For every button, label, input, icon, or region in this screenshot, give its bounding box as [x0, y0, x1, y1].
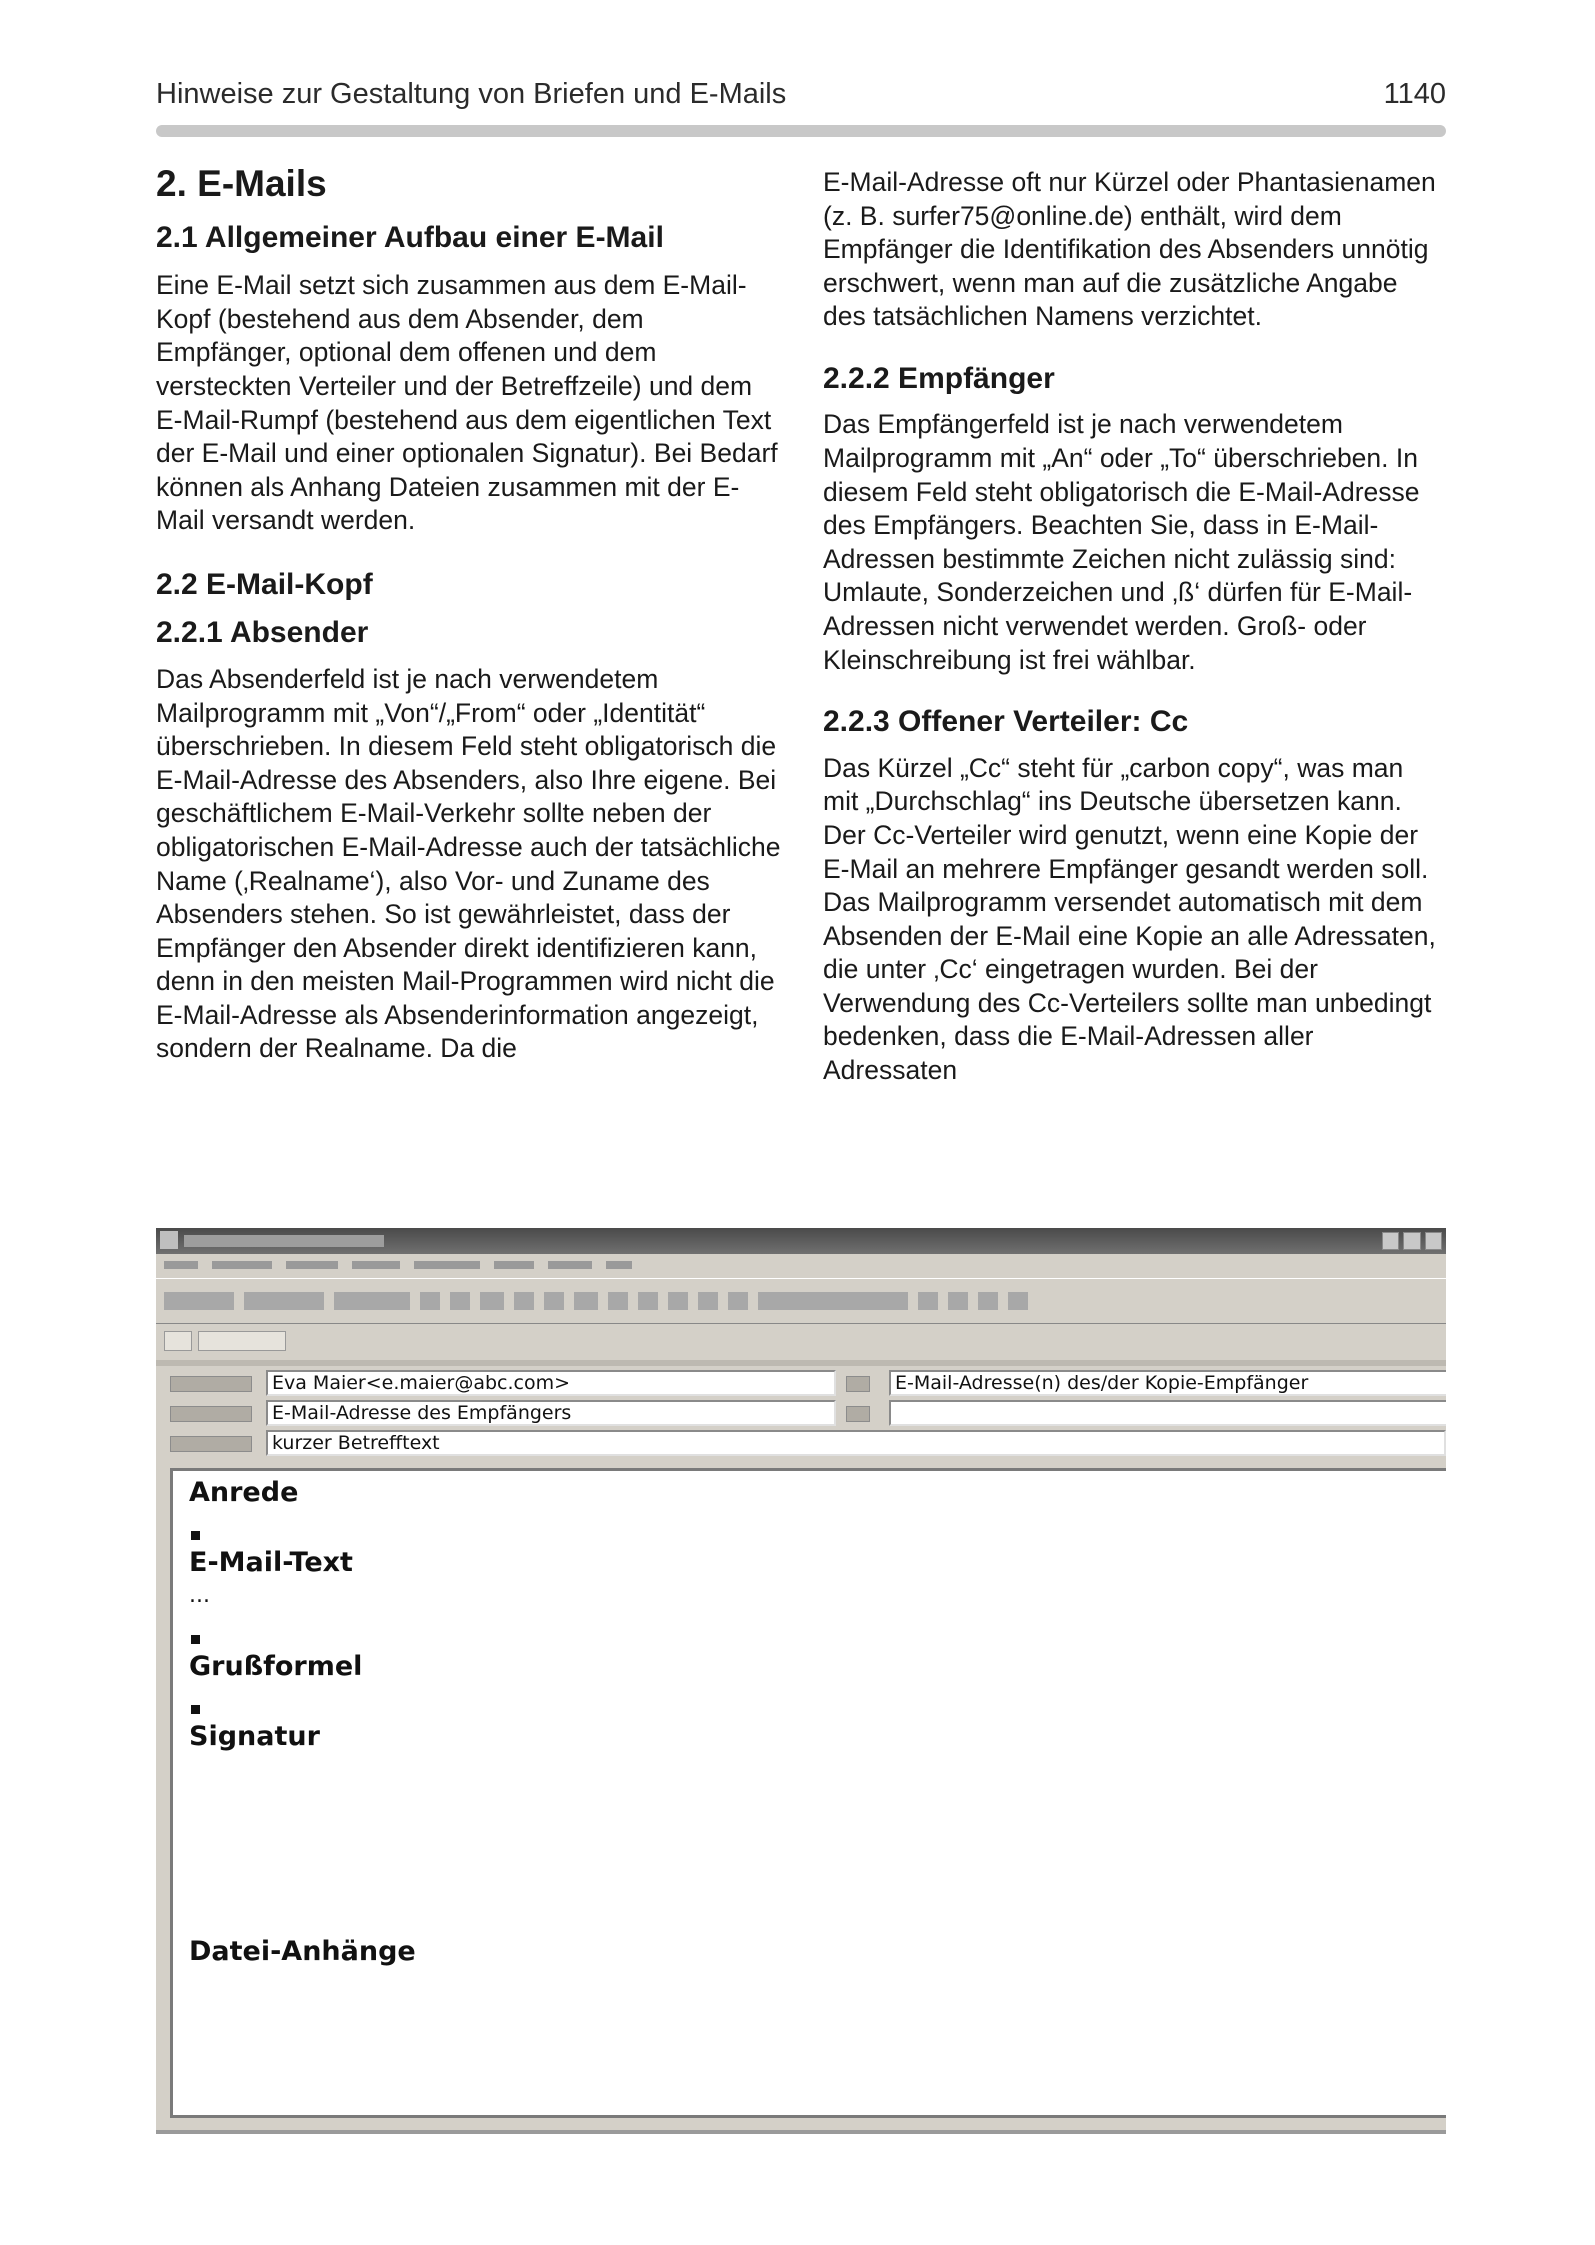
to-field: E-Mail-Adresse des Empfängers: [266, 1400, 836, 1426]
subject-label: [170, 1436, 252, 1452]
body-signatur: Signatur: [189, 1721, 320, 1752]
body-bullet: [191, 1531, 200, 1540]
heading-allgemeiner-aufbau: 2.1 Allgemeiner Aufbau einer E-Mail: [156, 220, 664, 254]
paragraph-absender-continued: E-Mail-Adresse oft nur Kürzel oder Phantasienamen (z. B. surfer75@online.de) enthält, wird dem Empfänger die Identifikation des Absenders unnötig erschwert, wenn man auf die zusätzliche Angabe des tatsächlichen Namens verzichtet.: [823, 167, 1436, 332]
body-datei-anhaenge: Datei-Anhänge: [189, 1936, 416, 1967]
to-label: [170, 1406, 252, 1422]
heading-absender: 2.2.1 Absender: [156, 616, 369, 650]
bcc-field: [889, 1400, 1446, 1426]
window-title-blur: [184, 1235, 384, 1247]
subject-field: kurzer Betrefftext: [266, 1430, 1446, 1456]
paragraph-offener-verteiler: Das Kürzel „Cc“ steht für „carbon copy“, was man mit „Durchschlag“ ins Deutsche übersetzen kann. Der Cc-Verteiler wird genutzt, wenn eine Kopie der E-Mail an mehrere Empfänger gesandt werden soll. Das Mailprogramm versendet automatisch mit dem Absenden der E-Mail eine Kopie an alle Adressaten, die unter ‚Cc‘ eingetragen wurden. Bei der Verwendung des Cc-Verteilers sollte man unbedingt bedenken, dass die E-Mail-Adressen aller Adressaten: [823, 752, 1436, 1086]
window-buttons: [1382, 1232, 1442, 1250]
cc-label: [846, 1376, 870, 1392]
cc-field: E-Mail-Adresse(n) des/der Kopie-Empfänger: [889, 1370, 1446, 1396]
right-column: [823, 166, 1445, 1116]
bcc-label: [846, 1406, 870, 1422]
running-header: [156, 78, 1446, 118]
menu-bar: [156, 1254, 1446, 1276]
body-ellipsis: ...: [189, 1583, 210, 1608]
separator: [156, 1360, 1446, 1366]
mail-body: [170, 1468, 1446, 2118]
paragraph-aufbau: Eine E-Mail setzt sich zusammen aus dem E-Mail-Kopf (bestehend aus dem Absender, dem Empfänger, optional dem offenen und dem versteckten Verteiler und der Betreffzeile) und dem E-Mail-Rumpf (bestehend aus dem eigentlichen Text der E-Mail und einer optionalen Signatur). Bei Bedarf können als Anhang Dateien zusammen mit der E-Mail versandt werden.: [156, 270, 778, 536]
left-column: [156, 160, 781, 1096]
body-email-text: E-Mail-Text: [189, 1547, 353, 1578]
mail-program-screenshot: [156, 1228, 1446, 2134]
heading-offener-verteiler: 2.2.3 Offener Verteiler: Cc: [823, 705, 1189, 739]
paragraph-absender: Das Absenderfeld ist je nach verwendetem Mailprogramm mit „Von“/„From“ oder „Identität“ überschrieben. In diesem Feld steht obligatorisch die E-Mail-Adresse des Absenders, also Ihre eigene. Bei geschäftlichem E-Mail-Verkehr sollte neben der obligatorischen E-Mail-Adresse auch der tatsächliche Name (‚Realname‘), also Vor- und Zuname des Absenders stehen. So ist gewährleistet, dass der Empfänger den Absender direkt identifizieren kann, denn in den meisten Mail-Programmen wird nicht die E-Mail-Adresse als Absenderinformation angezeigt, sondern der Realname. Da die: [156, 663, 781, 1064]
paragraph-empfaenger: Das Empfängerfeld ist je nach verwendetem Mailprogramm mit „An“ oder „To“ überschrieben. In diesem Feld steht obligatorisch die E-Mail-Adresse des Empfängers. Beachten Sie, dass in E-Mail-Adressen bestimmte Zeichen nicht zulässig sind: Umlaute, Sonderzeichen und ‚ß‘ dürfen für E-Mail-Adressen nicht verwendet werden. Groß- oder Kleinschreibung ist frei wählbar.: [823, 409, 1420, 675]
header-rule: [156, 125, 1446, 137]
body-bullet: [191, 1635, 200, 1644]
section-heading-emails: 2. E-Mails: [156, 163, 327, 204]
header-tabs: [156, 1324, 1446, 1358]
from-label: [170, 1376, 252, 1392]
from-field: Eva Maier<e.maier@abc.com>: [266, 1370, 836, 1396]
running-header-title: Hinweise zur Gestaltung von Briefen und E-Mails: [156, 78, 787, 110]
toolbar: [156, 1278, 1446, 1324]
body-anrede: Anrede: [189, 1477, 299, 1508]
heading-empfaenger: 2.2.2 Empfänger: [823, 361, 1055, 395]
window-titlebar: [156, 1228, 1446, 1254]
body-grussformel: Grußformel: [189, 1651, 363, 1682]
body-bullet: [191, 1705, 200, 1714]
heading-email-kopf: 2.2 E-Mail-Kopf: [156, 567, 373, 601]
page-number: 1140: [1383, 78, 1446, 110]
app-icon: [160, 1231, 178, 1249]
